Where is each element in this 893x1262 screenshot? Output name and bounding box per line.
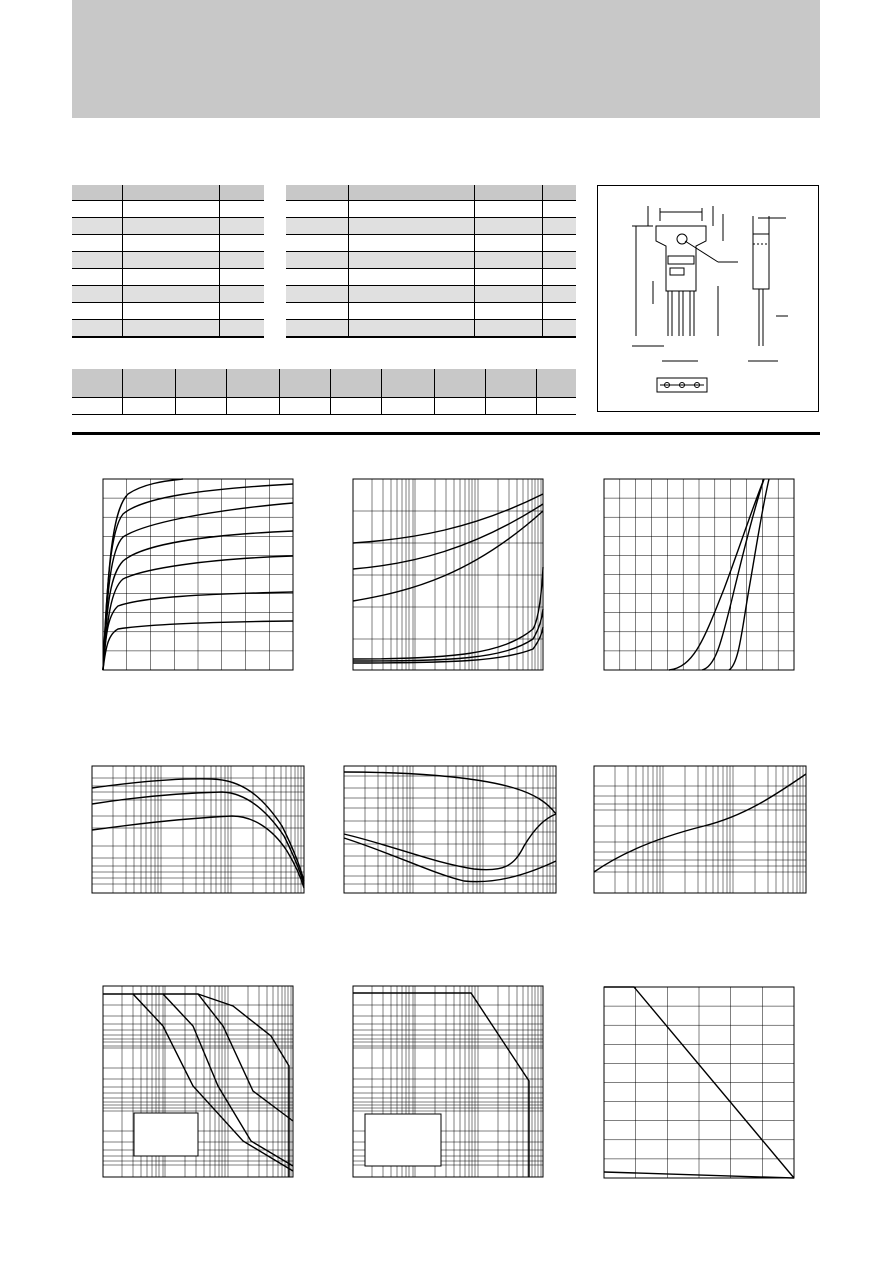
graph-9 [604,987,794,1178]
absolute-maximum-ratings-table [72,185,264,338]
graph-7 [103,986,293,1177]
graph-8 [353,986,543,1177]
graph-7-legend-box [134,1113,198,1156]
graph-6 [594,766,806,893]
graph-5 [344,766,556,893]
switching-characteristics-table [72,369,576,415]
graph-2 [353,479,543,670]
graph-3 [604,479,794,670]
graph-1 [103,479,293,670]
graph-4 [92,766,304,893]
package-outline-drawing [598,186,820,413]
package-outline-box [597,185,819,412]
graph-8-legend-box [365,1114,441,1166]
section-divider [72,432,820,435]
header-banner [72,0,820,118]
electrical-characteristics-table [286,185,576,338]
